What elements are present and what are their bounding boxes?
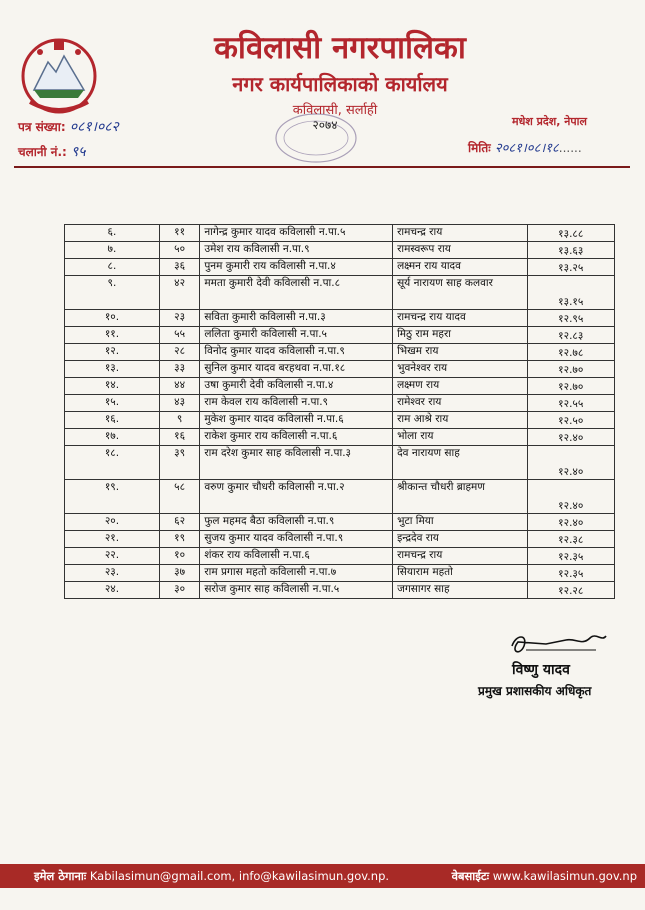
roll-cell: ४४: [159, 378, 199, 395]
roll-cell: ४३: [159, 395, 199, 412]
father-cell: सियाराम महतो: [393, 565, 527, 582]
website-label: वेबसाईटः: [451, 869, 490, 883]
email-value[interactable]: Kabilasimun@gmail.com, info@kawilasimun.gov.np.: [89, 869, 390, 883]
office-year: २०७४: [312, 118, 338, 132]
roll-cell: ५५: [159, 327, 199, 344]
table-row: [65, 310, 615, 327]
father-cell: सूर्य नारायण साह कलवार: [393, 276, 527, 310]
signatory-title: प्रमुख प्रशासकीय अधिकृत: [478, 684, 592, 698]
name-cell: राकेश कुमार राय कविलासी न.पा.६: [200, 429, 393, 446]
serial-cell: ८.: [65, 259, 160, 276]
marks-cell: १२.७०: [527, 378, 614, 395]
father-cell: रामचन्द्र राय यादव: [393, 310, 527, 327]
name-cell: फुल महमद बैठा कविलासी न.पा.९: [200, 514, 393, 531]
table-row: [65, 446, 615, 480]
marks-cell: १३.२५: [527, 259, 614, 276]
father-cell: रामचन्द्र राय: [393, 225, 527, 242]
marks-cell: १३.८८: [527, 225, 614, 242]
name-cell: राम प्रगास महतो कविलासी न.पा.७: [200, 565, 393, 582]
father-cell: देव नारायण साह: [393, 446, 527, 480]
date-dots: ......: [558, 141, 582, 155]
name-cell: वरुण कुमार चौधरी कविलासी न.पा.२: [200, 480, 393, 514]
serial-cell: १२.: [65, 344, 160, 361]
father-cell: भोला राय: [393, 429, 527, 446]
footer-email: [34, 864, 389, 888]
roll-cell: ३०: [159, 582, 199, 599]
name-cell: मुकेश कुमार यादव कविलासी न.पा.६: [200, 412, 393, 429]
father-cell: भिखम राय: [393, 344, 527, 361]
name-cell: ममता कुमारी देवी कविलासी न.पा.८: [200, 276, 393, 310]
father-cell: लक्ष्मन राय यादव: [393, 259, 527, 276]
table-row: [65, 276, 615, 310]
roll-cell: ९: [159, 412, 199, 429]
roll-cell: ४२: [159, 276, 199, 310]
candidate-table-body: [65, 225, 615, 599]
table-row: [65, 480, 615, 514]
table-row: [65, 361, 615, 378]
reference-number: [18, 117, 119, 136]
father-cell: इन्द्रदेव राय: [393, 531, 527, 548]
table-row: [65, 225, 615, 242]
roll-cell: ३७: [159, 565, 199, 582]
footer-bar: [0, 864, 645, 888]
table-row: [65, 259, 615, 276]
table-row: [65, 242, 615, 259]
marks-cell: १२.३८: [527, 531, 614, 548]
serial-cell: १८.: [65, 446, 160, 480]
dispatch-value: ९५: [71, 144, 86, 160]
serial-cell: २४.: [65, 582, 160, 599]
serial-cell: १९.: [65, 480, 160, 514]
father-cell: भुटा मिया: [393, 514, 527, 531]
name-cell: पुनम कुमारी राय कविलासी न.पा.४: [200, 259, 393, 276]
roll-cell: १०: [159, 548, 199, 565]
website-value[interactable]: www.kawilasimun.gov.np: [492, 869, 637, 883]
marks-cell: १२.३५: [527, 548, 614, 565]
office-subtitle: नगर कार्यपालिकाको कार्यालय: [232, 72, 448, 96]
father-cell: जगसागर साह: [393, 582, 527, 599]
name-cell: सविता कुमारी कविलासी न.पा.३: [200, 310, 393, 327]
table-row: [65, 395, 615, 412]
table-row: [65, 565, 615, 582]
marks-cell: १२.४०: [527, 446, 614, 480]
father-cell: रामेश्वर राय: [393, 395, 527, 412]
marks-cell: १२.४०: [527, 480, 614, 514]
serial-cell: १५.: [65, 395, 160, 412]
province-text: मधेश प्रदेश, नेपाल: [512, 115, 587, 128]
table-row: [65, 548, 615, 565]
serial-cell: ६.: [65, 225, 160, 242]
candidate-table: [64, 224, 615, 599]
marks-cell: १२.७०: [527, 361, 614, 378]
marks-cell: १२.५०: [527, 412, 614, 429]
table-row: [65, 378, 615, 395]
office-place: कविलासी, सर्लाही: [292, 103, 378, 118]
roll-cell: ५०: [159, 242, 199, 259]
email-label: इमेल ठेगानाः: [34, 869, 87, 883]
serial-cell: २३.: [65, 565, 160, 582]
name-cell: सुनिल कुमार यादव बरहथवा न.पा.१८: [200, 361, 393, 378]
reference-label: पत्र संख्या:: [18, 120, 66, 134]
serial-cell: ७.: [65, 242, 160, 259]
father-cell: मिठु राम महरा: [393, 327, 527, 344]
roll-cell: ११: [159, 225, 199, 242]
marks-cell: १२.५५: [527, 395, 614, 412]
name-cell: उषा कुमारी देवी कविलासी न.पा.४: [200, 378, 393, 395]
father-cell: राम आश्रे राय: [393, 412, 527, 429]
table-row: [65, 582, 615, 599]
marks-cell: १३.१५: [527, 276, 614, 310]
signature-scribble-icon: [506, 628, 610, 660]
serial-cell: १६.: [65, 412, 160, 429]
name-cell: शंकर राय कविलासी न.पा.६: [200, 548, 393, 565]
serial-cell: २२.: [65, 548, 160, 565]
roll-cell: १६: [159, 429, 199, 446]
marks-cell: १२.३५: [527, 565, 614, 582]
serial-cell: १७.: [65, 429, 160, 446]
serial-cell: १०.: [65, 310, 160, 327]
date-label: मितिः: [468, 141, 491, 155]
name-cell: ललिता कुमारी कविलासी न.पा.५: [200, 327, 393, 344]
father-cell: रामस्वरूप राय: [393, 242, 527, 259]
roll-cell: २३: [159, 310, 199, 327]
roll-cell: २८: [159, 344, 199, 361]
name-cell: विनोद कुमार यादव कविलासी न.पा.९: [200, 344, 393, 361]
name-cell: सुजय कुमार यादव कविलासी न.पा.९: [200, 531, 393, 548]
father-cell: रामचन्द्र राय: [393, 548, 527, 565]
table-row: [65, 327, 615, 344]
serial-cell: २०.: [65, 514, 160, 531]
roll-cell: ६२: [159, 514, 199, 531]
marks-cell: १२.७८: [527, 344, 614, 361]
marks-cell: १२.९५: [527, 310, 614, 327]
serial-cell: १४.: [65, 378, 160, 395]
roll-cell: ३६: [159, 259, 199, 276]
name-cell: राम दरेश कुमार साह कविलासी न.पा.३: [200, 446, 393, 480]
marks-cell: १२.८३: [527, 327, 614, 344]
office-title: कविलासी नगरपालिका: [214, 30, 466, 66]
roll-cell: ३३: [159, 361, 199, 378]
table-row: [65, 429, 615, 446]
serial-cell: १३.: [65, 361, 160, 378]
nepal-emblem-icon: [18, 32, 100, 116]
roll-cell: ३९: [159, 446, 199, 480]
marks-cell: १२.४०: [527, 429, 614, 446]
father-cell: लक्ष्मण राय: [393, 378, 527, 395]
serial-cell: २१.: [65, 531, 160, 548]
date-value: २०८१।०८।१८: [494, 141, 559, 156]
father-cell: भुवनेश्वर राय: [393, 361, 527, 378]
table-row: [65, 531, 615, 548]
name-cell: उमेश राय कविलासी न.पा.९: [200, 242, 393, 259]
dispatch-label: चलानी नं.:: [18, 145, 67, 159]
roll-cell: ५८: [159, 480, 199, 514]
signatory-name: विष्णु यादव: [512, 662, 570, 678]
name-cell: नागेन्द्र कुमार यादव कविलासी न.पा.५: [200, 225, 393, 242]
name-cell: सरोज कुमार साह कविलासी न.पा.५: [200, 582, 393, 599]
serial-cell: ९.: [65, 276, 160, 310]
marks-cell: १२.४०: [527, 514, 614, 531]
father-cell: श्रीकान्त चौधरी ब्राहमण: [393, 480, 527, 514]
serial-cell: ११.: [65, 327, 160, 344]
table-row: [65, 514, 615, 531]
dispatch-number: [18, 142, 86, 161]
roll-cell: १९: [159, 531, 199, 548]
reference-value: ०८१।०८२: [69, 119, 119, 135]
header-divider: [14, 166, 630, 168]
letter-date: [468, 138, 582, 156]
table-row: [65, 344, 615, 361]
table-row: [65, 412, 615, 429]
marks-cell: १३.६३: [527, 242, 614, 259]
marks-cell: १२.२८: [527, 582, 614, 599]
footer-website: [452, 864, 637, 888]
name-cell: राम केवल राय कविलासी न.पा.९: [200, 395, 393, 412]
